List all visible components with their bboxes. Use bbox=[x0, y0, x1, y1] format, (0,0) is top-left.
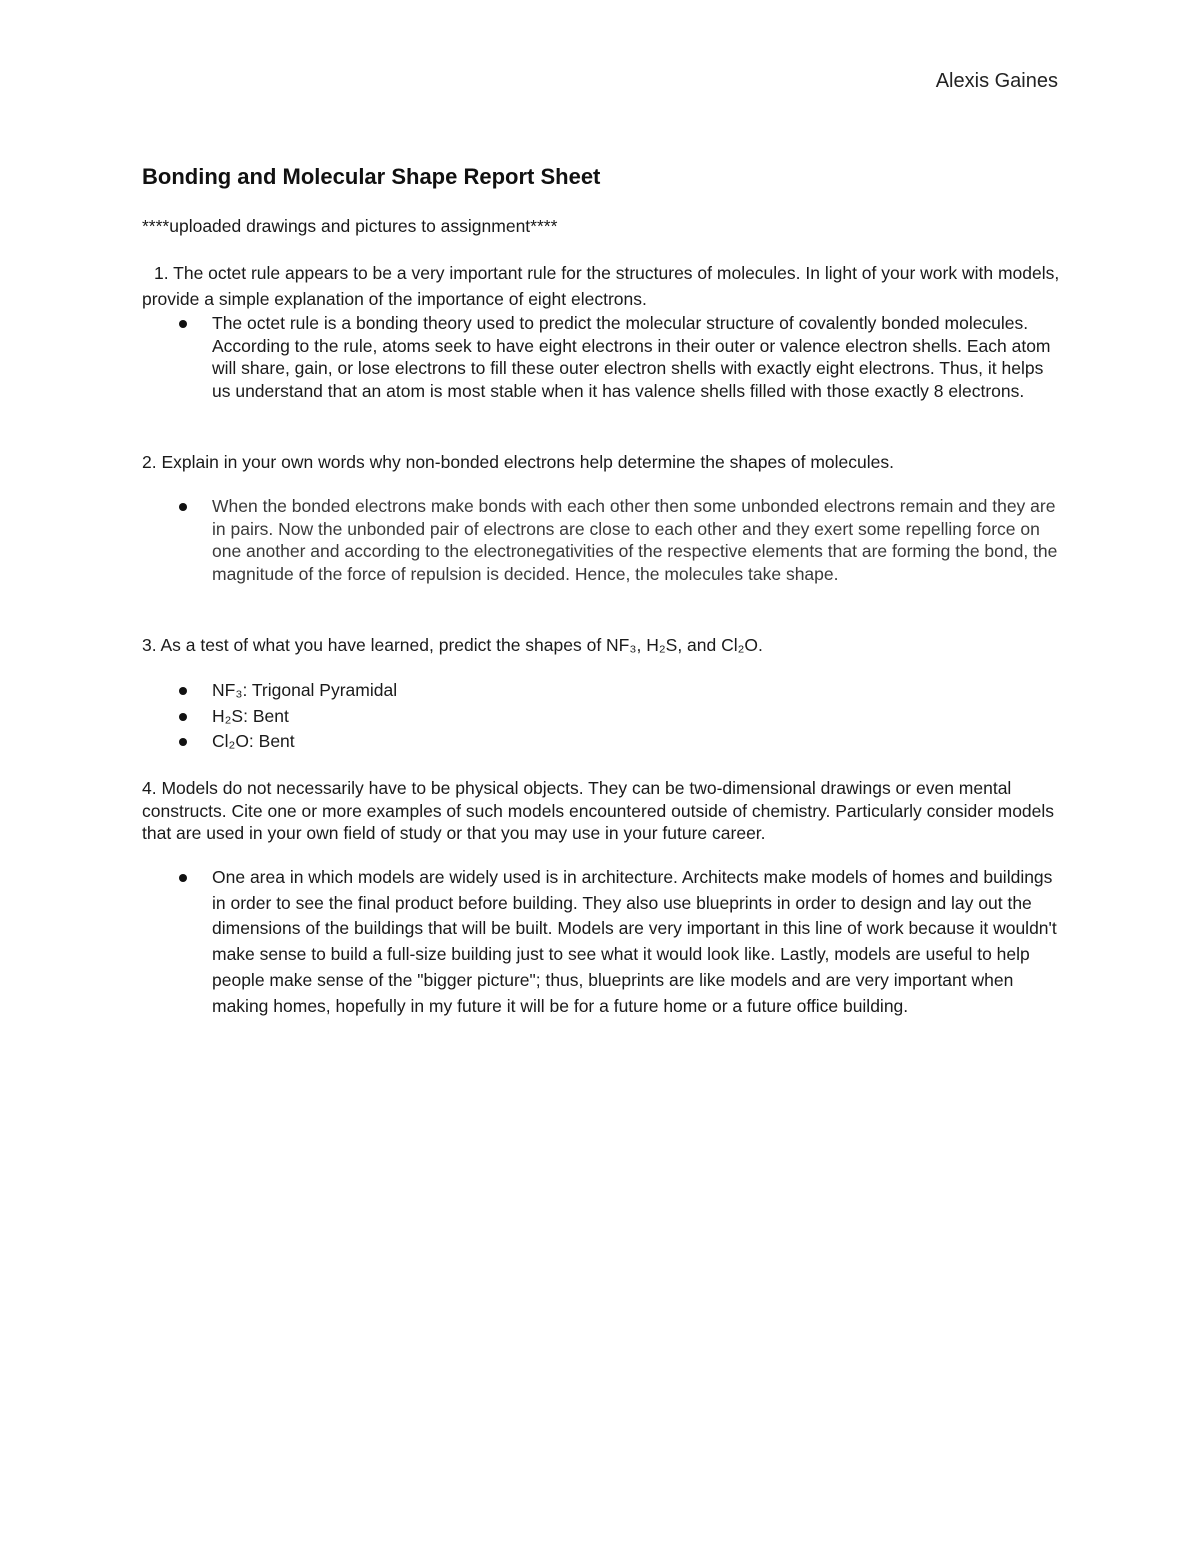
question-4 bbox=[142, 777, 1062, 1020]
question-1 bbox=[142, 260, 1062, 402]
question-2-text: 2. Explain in your own words why non-bonded electrons help determine the shapes of molecules. bbox=[142, 452, 894, 472]
answer-bullet: NF₃: Trigonal Pyramidal bbox=[212, 678, 1062, 704]
answer-bullet: H₂S: Bent bbox=[212, 704, 1062, 730]
answer-bullet: When the bonded electrons make bonds with each other then some unbonded electrons remain and they are in pairs. Now the unbonded pair of electrons are close to each other and they exert some repelling force on one another and according to the electronegativities of the respective elements that are forming the bond, the magnitude of the force of repulsion is decided. Hence, the molecules take shape. bbox=[212, 495, 1062, 585]
upload-note: ****uploaded drawings and pictures to assignment**** bbox=[142, 216, 558, 236]
question-3 bbox=[142, 632, 1062, 755]
author-name: Alexis Gaines bbox=[935, 70, 1058, 92]
question-1-answers bbox=[142, 312, 1062, 402]
question-2-answers bbox=[142, 495, 1062, 585]
answer-bullet: One area in which models are widely used is in architecture. Architects make models of homes and buildings in order to see the final product before building. They also use blueprints in order to design and lay out the dimensions of the buildings that will be built. Models are very important in this line of work because it wouldn't make sense to build a full-size building just to see what it would look like. Lastly, models are useful to help people make sense of the "bigger picture"; thus, blueprints are like models and are very important when making homes, hopefully in my future it will be for a future home or a future office building. bbox=[212, 865, 1062, 1020]
question-2 bbox=[142, 449, 1062, 585]
page-title: Bonding and Molecular Shape Report Sheet bbox=[142, 164, 601, 189]
answer-bullet: The octet rule is a bonding theory used to predict the molecular structure of covalently bonded molecules. According to the rule, atoms seek to have eight electrons in their outer or valence electron shells. Each atom will share, gain, or lose electrons to fill these outer electron shells with exactly eight electrons. Thus, it helps us understand that an atom is most stable when it has valence shells filled with those exactly 8 electrons. bbox=[212, 312, 1062, 402]
question-3-text: 3. As a test of what you have learned, predict the shapes of NF₃, H₂S, and Cl₂O. bbox=[142, 635, 763, 655]
question-1-text: 1. The octet rule appears to be a very important rule for the structures of molecules. In light of your work with models, provide a simple explanation of the importance of eight electrons. bbox=[142, 263, 1060, 309]
answer-bullet: Cl₂O: Bent bbox=[212, 729, 1062, 755]
question-4-answers bbox=[142, 865, 1062, 1020]
question-3-answers bbox=[142, 678, 1062, 755]
question-4-text: 4. Models do not necessarily have to be physical objects. They can be two-dimensional drawings or even mental constructs. Cite one or more examples of such models encountered outside of chemistry. Particularly consider models that are used in your own field of study or that you may use in your future career. bbox=[142, 778, 1055, 844]
